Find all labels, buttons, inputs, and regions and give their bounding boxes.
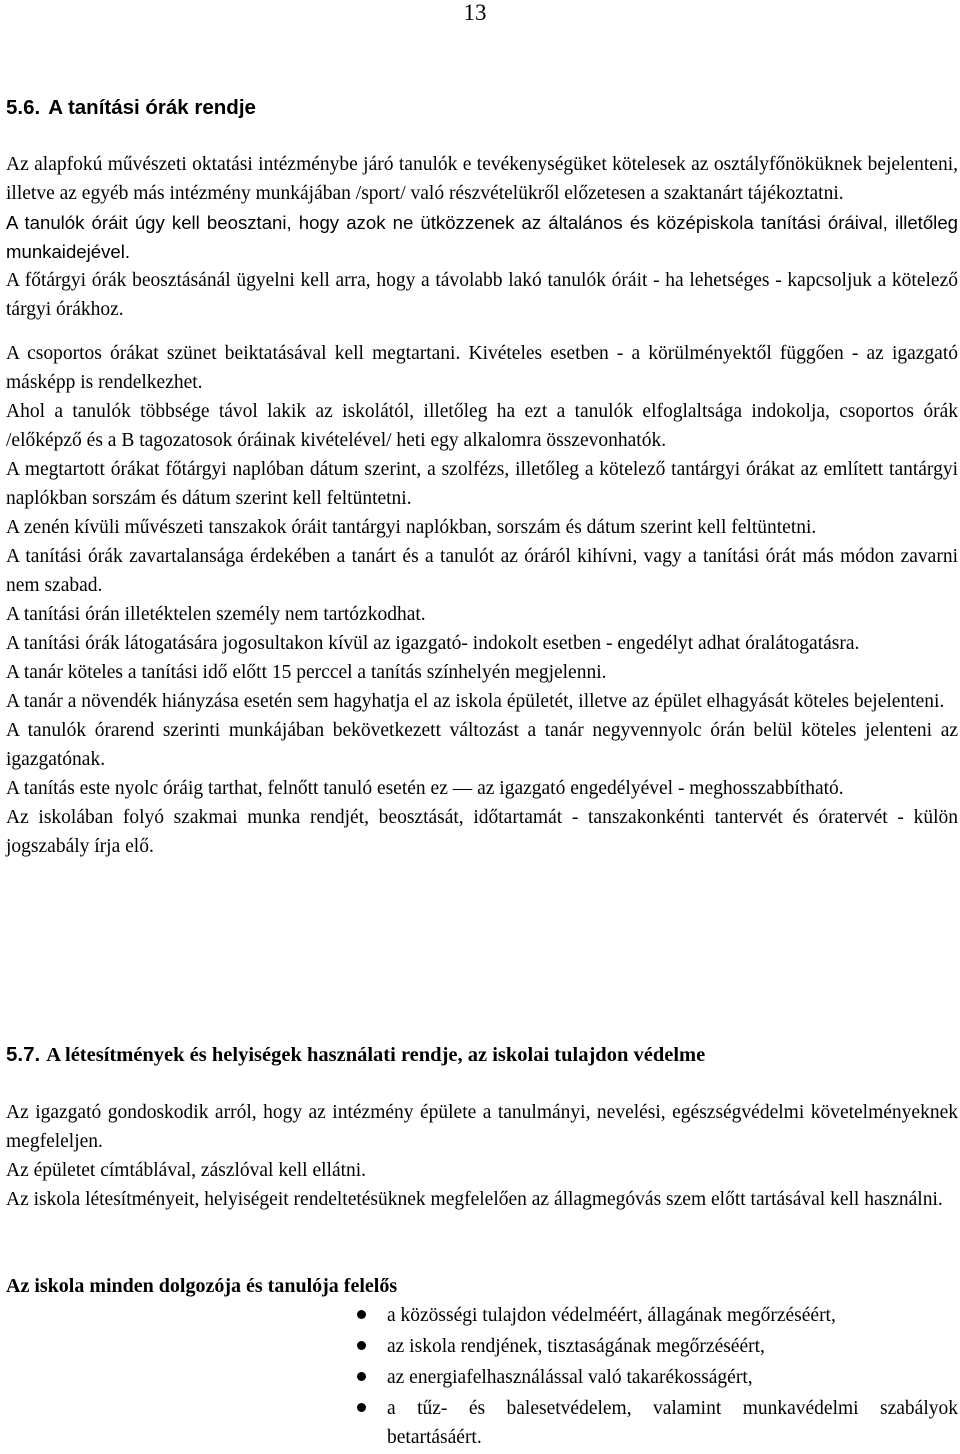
- section-5-6-heading: [6, 96, 958, 120]
- section-title: A tanítási órák rendje: [48, 96, 256, 119]
- section-5-6-body: [6, 150, 958, 861]
- paragraph: A tanítási órán illetéktelen személy nem tartózkodhat.: [6, 604, 426, 625]
- paragraph: A tanár köteles a tanítási idő előtt 15 perccel a tanítás színhelyén megjelenni.: [6, 662, 607, 683]
- paragraph: A tanítási órák zavartalansága érdekében a tanárt és a tanulót az óráról kihívni, vagy a tanítási órát más módon zavarni nem szabad.: [6, 546, 958, 596]
- paragraph: A főtárgyi órák beosztásánál ügyelni kell arra, hogy a távolabb lakó tanulók óráit - ha lehetséges - kapcsoljuk a kötelező tárgyi órákhoz.: [6, 270, 958, 320]
- section-5-7-body: [6, 1098, 958, 1214]
- page-number: 13: [463, 0, 487, 25]
- section-number: 5.7.: [6, 1043, 41, 1066]
- paragraph: Ahol a tanulók többsége távol lakik az iskolától, illetőleg ha ezt a tanulók elfoglaltsága indokolja, csoportos órák /előképző és a B tagozatosok óráinak kivételével/ heti egy alkalomra összevonhatók.: [6, 401, 958, 451]
- spacer: [6, 324, 958, 339]
- list-item: a közösségi tulajdon védelméért, állagának megőrzéséért,: [357, 1301, 958, 1330]
- bullet-icon: [357, 1372, 366, 1381]
- paragraph: A tanítás este nyolc óráig tarthat, felnőtt tanuló esetén ez — az igazgató engedélyével - meghosszabbítható.: [6, 778, 844, 799]
- paragraph: A zenén kívüli művészeti tanszakok óráit tantárgyi naplókban, sorszám és dátum szerint kell feltüntetni.: [6, 517, 817, 538]
- bullet-icon: [357, 1310, 366, 1319]
- list-item: az energiafelhasználással való takarékosságért,: [357, 1363, 958, 1392]
- paragraph: Az épületet címtáblával, zászlóval kell ellátni.: [6, 1160, 367, 1181]
- paragraph: Az iskolában folyó szakmai munka rendjét, beosztását, időtartamát - tanszakonkénti tantervét és óratervét - külön jogszabály írja elő.: [6, 807, 958, 857]
- paragraph: A megtartott órákat főtárgyi naplóban dátum szerint, a szolfézs, illetőleg a kötelező tantárgyi órákat az említett tantárgyi naplókban sorszám és dátum szerint kell feltüntetni.: [6, 459, 958, 509]
- section-title: A létesítmények és helyiségek használati rendje, az iskolai tulajdon védelme: [46, 1044, 706, 1066]
- paragraph: A tanár a növendék hiányzása esetén sem hagyhatja el az iskola épületét, illetve az épület elhagyását köteles bejelenteni.: [6, 691, 945, 712]
- bullet-icon: [357, 1341, 366, 1350]
- responsibility-list: [357, 1301, 958, 1454]
- paragraph: A tanulók óráit úgy kell beosztani, hogy azok ne ütközzenek az általános és középiskola tanítási óráival, illetőleg munkaidejével.: [6, 212, 958, 262]
- paragraph: A csoportos órákat szünet beiktatásával kell megtartani. Kivételes esetben - a körülményektől függően - az igazgató másképp is rendelkezhet.: [6, 343, 958, 393]
- paragraph: A tanulók órarend szerinti munkájában bekövetkezett változást a tanár negyvennyolc órán belül köteles jelenteni az igazgatónak.: [6, 720, 958, 770]
- paragraph: Az alapfokú művészeti oktatási intézménybe járó tanulók e tevékenységüket kötelesek az osztályfőnöküknek bejelenteni, illetve az egyéb más intézmény munkájában /sport/ való részvételükről előzetesen a szaktanárt tájékoztatni.: [6, 154, 958, 204]
- section-5-7-heading: [6, 1043, 958, 1067]
- paragraph: A tanítási órák látogatására jogosultakon kívül az igazgató- indokolt esetben - engedélyt adhat óralátogatásra.: [6, 633, 860, 654]
- section-number: 5.6.: [6, 96, 41, 119]
- section-heading: [6, 1043, 958, 1067]
- bullet-icon: [357, 1403, 366, 1412]
- list-item: a tűz- és balesetvédelem, valamint munkavédelmi szabályok betartásáért.: [357, 1394, 958, 1452]
- list-item: az iskola rendjének, tisztaságának megőrzéséért,: [357, 1332, 958, 1361]
- responsibility-heading: Az iskola minden dolgozója és tanulója felelős: [6, 1275, 398, 1297]
- section-heading: [6, 96, 958, 120]
- responsibility-heading-block: [6, 1272, 958, 1301]
- paragraph: Az iskola létesítményeit, helyiségeit rendeltetésüknek megfelelően az állagmegóvás szem előtt tartásával kell használni.: [6, 1189, 943, 1210]
- paragraph: Az igazgató gondoskodik arról, hogy az intézmény épülete a tanulmányi, nevelési, egészségvédelmi követelményeknek megfeleljen.: [6, 1102, 958, 1152]
